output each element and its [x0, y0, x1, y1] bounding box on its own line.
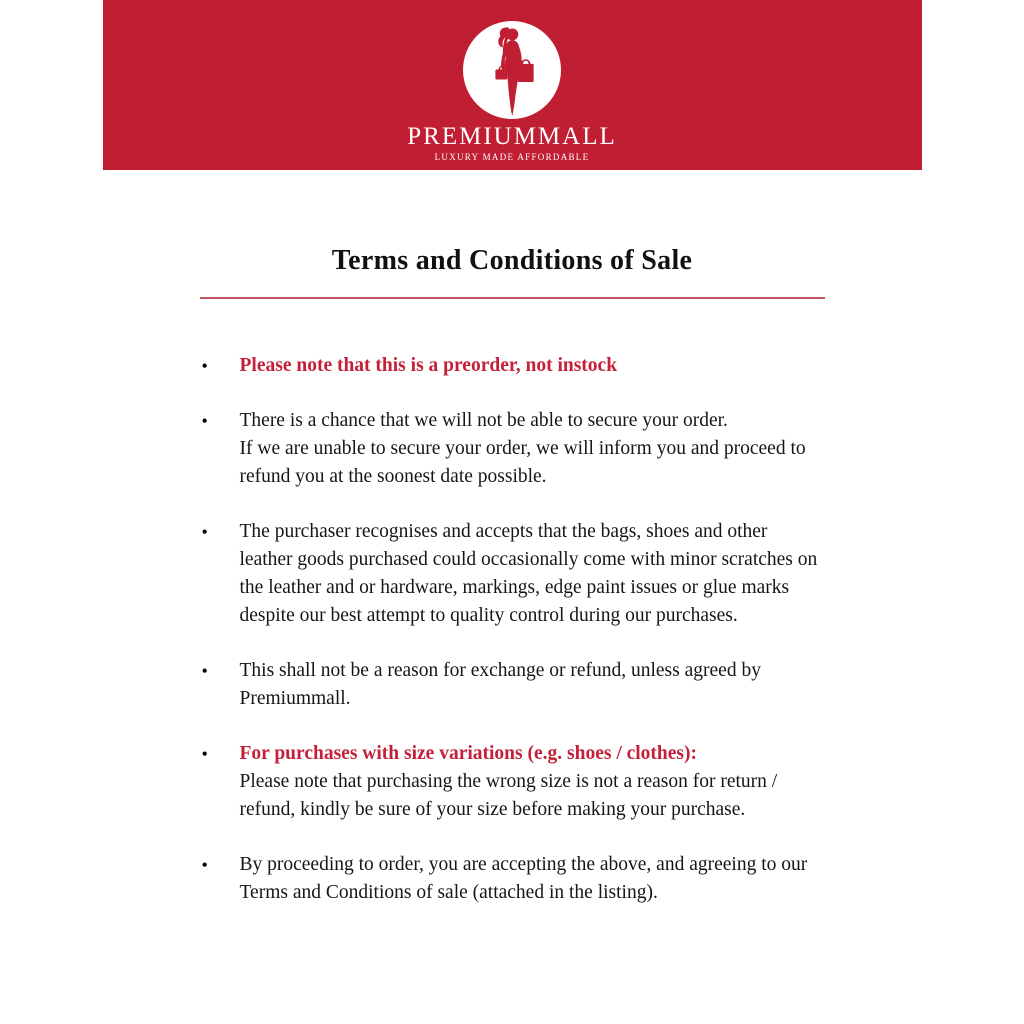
woman-with-shopping-bags-icon	[481, 25, 544, 119]
terms-item	[200, 407, 825, 491]
terms-line: If we are unable to secure your order, we will inform you and proceed to	[239, 437, 806, 459]
title-divider	[200, 297, 825, 299]
terms-line: By proceeding to order, you are accepting the above, and agreeing to our	[239, 853, 808, 875]
terms-line: Premiummall.	[239, 687, 351, 709]
terms-item	[200, 352, 825, 380]
bullet-marker: •	[201, 410, 208, 431]
terms-item-text	[240, 407, 825, 491]
terms-line: despite our best attempt to quality control during our purchases.	[239, 604, 738, 626]
terms-line: For purchases with size variations (e.g. shoes / clothes):	[239, 742, 697, 764]
terms-item	[200, 851, 825, 907]
terms-line: The purchaser recognises and accepts that the bags, shoes and other	[239, 520, 768, 542]
terms-item-text	[240, 851, 825, 907]
terms-line: Please note that purchasing the wrong size is not a reason for return /	[239, 770, 778, 792]
terms-line: refund, kindly be sure of your size before making your purchase.	[239, 798, 746, 820]
terms-line: refund you at the soonest date possible.	[239, 465, 547, 487]
bullet-marker: •	[201, 355, 208, 376]
page-title: Terms and Conditions of Sale	[331, 245, 693, 276]
bullet-marker: •	[201, 660, 208, 681]
brand-logo	[463, 21, 561, 119]
terms-item	[200, 740, 825, 824]
terms-item-text	[240, 657, 825, 713]
brand-header	[103, 0, 922, 170]
terms-line: leather goods purchased could occasionally come with minor scratches on	[239, 548, 818, 570]
brand-name: PREMIUMMALL	[407, 123, 617, 150]
terms-item-text	[240, 518, 825, 630]
bullet-marker: •	[201, 743, 208, 764]
terms-item-text	[240, 740, 825, 824]
terms-document	[200, 244, 825, 907]
terms-line: There is a chance that we will not be able to secure your order.	[239, 409, 728, 431]
bullet-marker: •	[201, 854, 208, 875]
terms-line: This shall not be a reason for exchange or refund, unless agreed by	[239, 659, 761, 681]
brand-tagline: LUXURY MADE AFFORDABLE	[434, 152, 590, 163]
bullet-marker: •	[201, 521, 208, 542]
terms-line: Terms and Conditions of sale (attached in the listing).	[239, 881, 658, 903]
terms-item	[200, 518, 825, 630]
terms-line: the leather and or hardware, markings, edge paint issues or glue marks	[239, 576, 790, 598]
terms-item	[200, 657, 825, 713]
terms-item-text	[240, 352, 825, 380]
terms-line: Please note that this is a preorder, not instock	[239, 354, 618, 376]
terms-list	[200, 352, 825, 907]
